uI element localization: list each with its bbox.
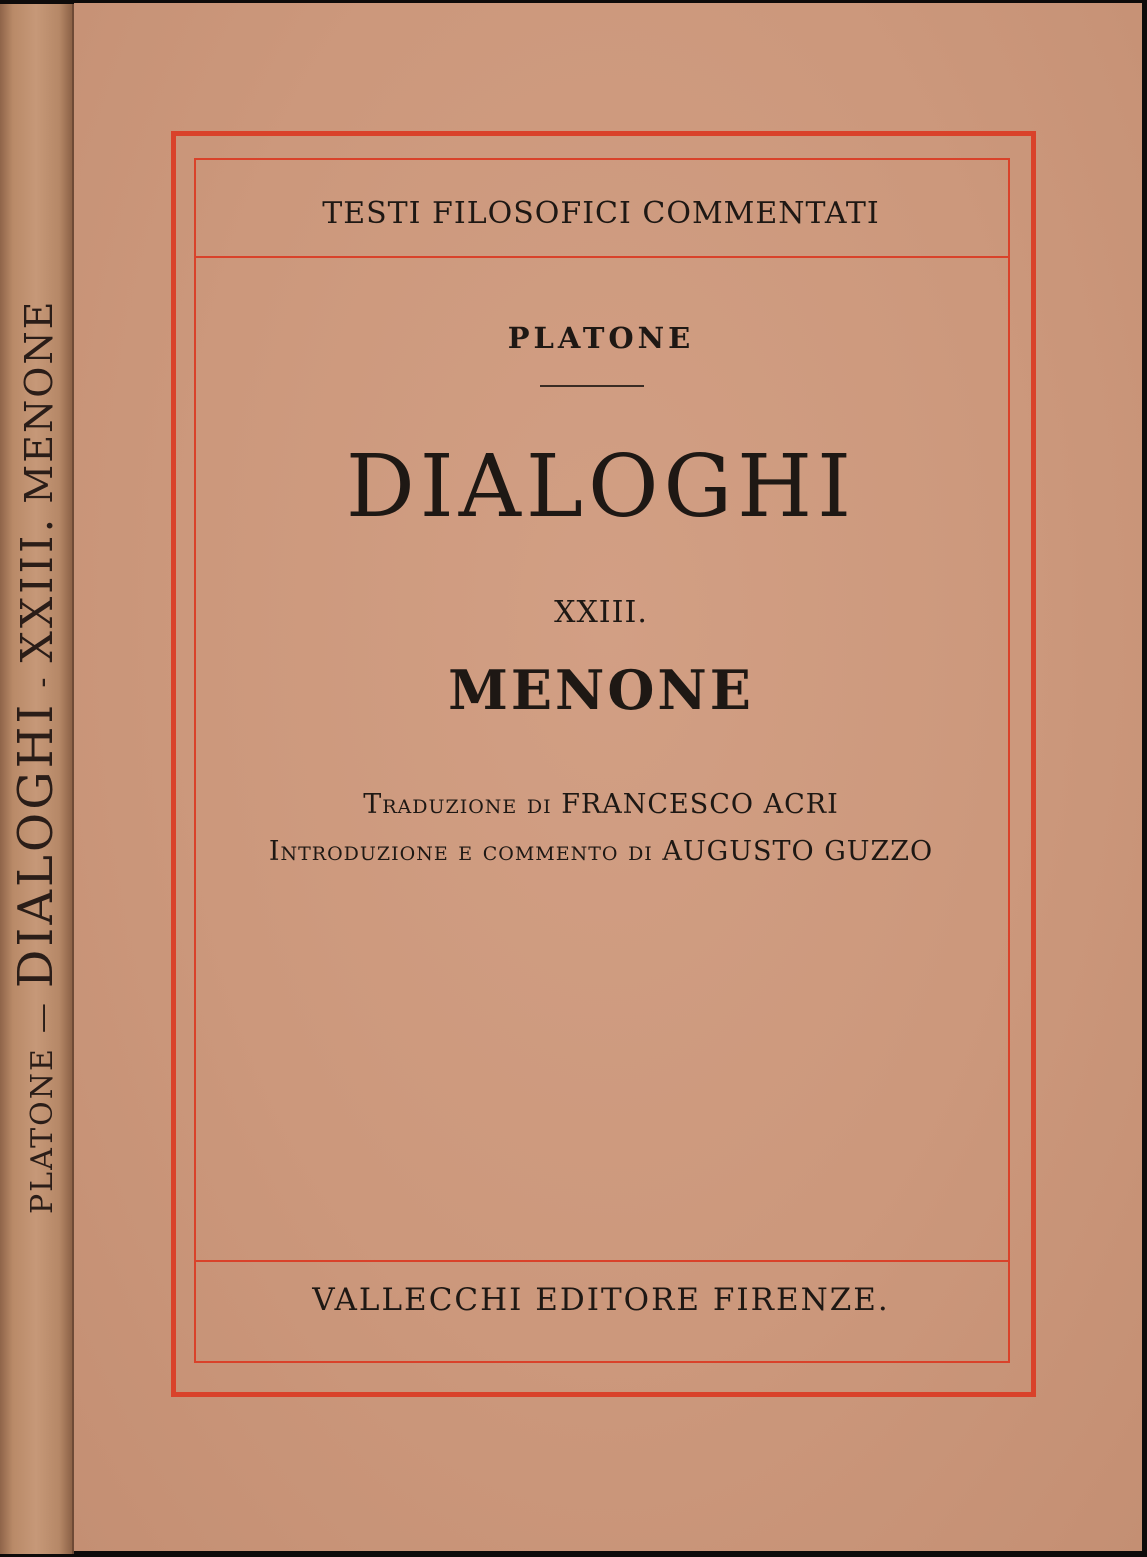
book-subtitle: MENONE xyxy=(448,658,754,722)
commentary-prefix: Introduzione e commento di xyxy=(268,836,663,867)
author-divider xyxy=(540,385,644,387)
spine-title: DIALOGHI xyxy=(8,701,64,989)
translator-name: FRANCESCO ACRI xyxy=(561,789,839,820)
commentary-credit xyxy=(194,836,1008,867)
translation-credit xyxy=(194,789,1008,820)
spine-text xyxy=(8,300,64,1214)
bottom-red-rule xyxy=(194,1260,1008,1262)
top-red-rule xyxy=(194,256,1008,258)
volume-number: XXIII. xyxy=(554,595,648,630)
spine-separator: - xyxy=(25,676,60,688)
spine-volume: XXIII. xyxy=(12,515,63,663)
publisher-imprint: VALLECCHI EDITORE FIRENZE. xyxy=(312,1282,890,1318)
spine-author: PLATONE xyxy=(25,1047,60,1214)
spine-dash: — xyxy=(25,1002,60,1034)
series-title: TESTI FILOSOFICI COMMENTATI xyxy=(322,196,880,231)
book-spine xyxy=(0,4,74,1554)
translation-prefix: Traduzione di xyxy=(363,789,562,820)
book-title: DIALOGHI xyxy=(345,437,857,537)
author-name: PLATONE xyxy=(507,321,695,355)
commentator-name: AUGUSTO GUZZO xyxy=(662,836,934,867)
front-cover xyxy=(74,3,1142,1551)
spine-subtitle: MENONE xyxy=(17,299,61,504)
